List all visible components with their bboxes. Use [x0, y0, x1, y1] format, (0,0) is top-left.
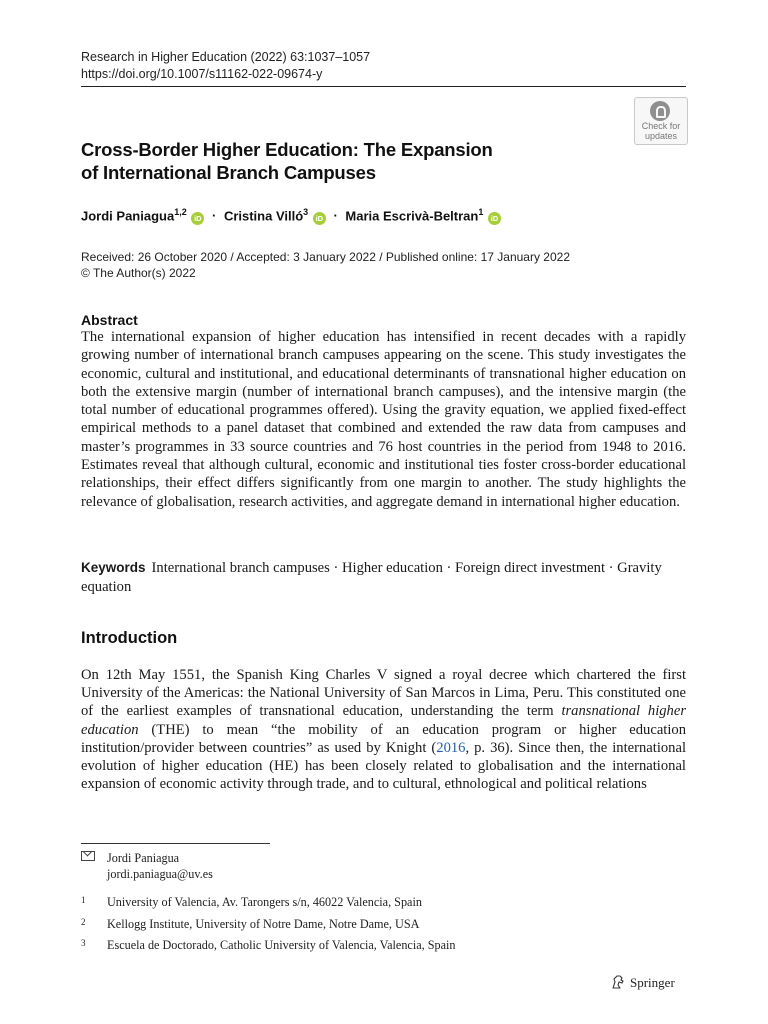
- corresponding-author-email[interactable]: jordi.paniagua@uv.es: [107, 867, 213, 881]
- author-name[interactable]: Jordi Paniagua: [81, 208, 175, 224]
- citation-link[interactable]: 2016: [436, 739, 466, 756]
- publication-dates: [81, 250, 570, 281]
- abstract-heading: Abstract: [81, 312, 138, 328]
- introduction-paragraph: [81, 666, 686, 793]
- doi-link[interactable]: https://doi.org/10.1007/s11162-022-09674-y: [81, 67, 323, 81]
- author-separator: ·: [333, 208, 338, 224]
- affiliation-text: University of Valencia, Av. Tarongers s/n, 46022 Valencia, Spain: [107, 895, 422, 909]
- header-divider: [81, 86, 686, 87]
- affiliation-number: 2: [81, 917, 86, 927]
- publisher-name: Springer: [630, 975, 675, 990]
- affiliation-number: 1: [81, 895, 86, 905]
- affiliation-text: Escuela de Doctorado, Catholic University of Valencia, Valencia, Spain: [107, 938, 456, 952]
- author-separator: ·: [211, 208, 217, 224]
- affiliation-number: 3: [81, 938, 86, 948]
- journal-reference: Research in Higher Education (2022) 63:1037–1057: [81, 50, 371, 64]
- badge-line-1: Check for: [641, 121, 681, 131]
- intro-text-part-1: On 12th May 1551, the Spanish King Charles V signed a royal decree which chartered the first University of the Americas: the National University of San Marcos in Lima, Peru. This constituted one of the earliest examples of transnational education, understanding the term: [81, 667, 686, 720]
- crossmark-icon: [650, 101, 670, 121]
- copyright-notice: © The Author(s) 2022: [81, 265, 196, 280]
- keywords-label: Keywords: [81, 560, 146, 575]
- intro-text-part-2: (THE) to mean “the mobility of an education program or higher education institution/provider between countries” as used by Knight (: [81, 721, 686, 756]
- affiliation-item: [81, 935, 455, 953]
- orcid-icon[interactable]: iD: [488, 212, 501, 225]
- intro-italic-term: transnational higher education: [81, 703, 686, 738]
- title-line-1: Cross-Border Higher Education: The Expansion: [81, 139, 493, 160]
- author-affiliation-sup: 3: [303, 207, 309, 217]
- footnote-divider: [81, 843, 270, 844]
- author-name[interactable]: Maria Escrivà-Beltran: [345, 208, 479, 224]
- corresponding-author-name: Jordi Paniagua: [107, 851, 180, 865]
- orcid-icon[interactable]: iD: [313, 212, 326, 225]
- keywords-list: International branch campuses · Higher education · Foreign direct investment · Gravity equation: [81, 560, 662, 595]
- affiliation-item: [81, 914, 419, 932]
- title-line-2: of International Branch Campuses: [81, 162, 376, 183]
- orcid-icon[interactable]: iD: [191, 212, 204, 225]
- publisher-logo: [610, 974, 675, 991]
- keywords: [81, 558, 686, 597]
- intro-text-part-3: , p. 36). Since then, the international evolution of higher education (HE) has been closely related to globalisation and the international expansion of economic activity through trade, and to cultural, ethnological and political relations: [81, 739, 686, 793]
- author-affiliation-sup: 1,2: [174, 207, 187, 217]
- envelope-icon: [81, 851, 95, 861]
- introduction-heading: Introduction: [81, 629, 178, 647]
- author-name[interactable]: Cristina Villó: [223, 208, 304, 224]
- corresponding-author: [81, 850, 213, 882]
- article-title: [81, 138, 601, 184]
- affiliation-item: [81, 892, 422, 910]
- journal-citation: [81, 49, 370, 83]
- check-for-updates-badge[interactable]: [634, 97, 688, 145]
- springer-horse-icon: [610, 974, 626, 990]
- affiliation-text: Kellogg Institute, University of Notre Dame, Notre Dame, USA: [107, 917, 420, 931]
- author-list: [81, 207, 501, 225]
- abstract-text: The international expansion of higher education has intensified in recent decades with a rapidly growing number of international branch campuses appearing on the scene. This study investigates the economic, cultural and institutional, and educational determinants of transnational higher education on both the extensive margin (number of international branch campuses), and the intensive margin (the total number of educational programmes offered). Using the gravity equation, we applied fixed-effect empirical methods to a panel dataset that combined and extended the raw data from campuses and master’s programmes in 33 source countries and 76 host countries in the period from 1948 to 2016. Estimates reveal that although cultural, economic and institutional ties foster cross-border educational relationships, their effect differs significantly from one margin to another. The study highlights the relevance of globalisation, research activities, and aggregate demand in international higher education.: [81, 329, 686, 510]
- history-dates: Received: 26 October 2020 / Accepted: 3 January 2022 / Published online: 17 January 2022: [81, 250, 570, 264]
- author-affiliation-sup: 1: [478, 207, 484, 217]
- badge-line-2: updates: [644, 130, 678, 141]
